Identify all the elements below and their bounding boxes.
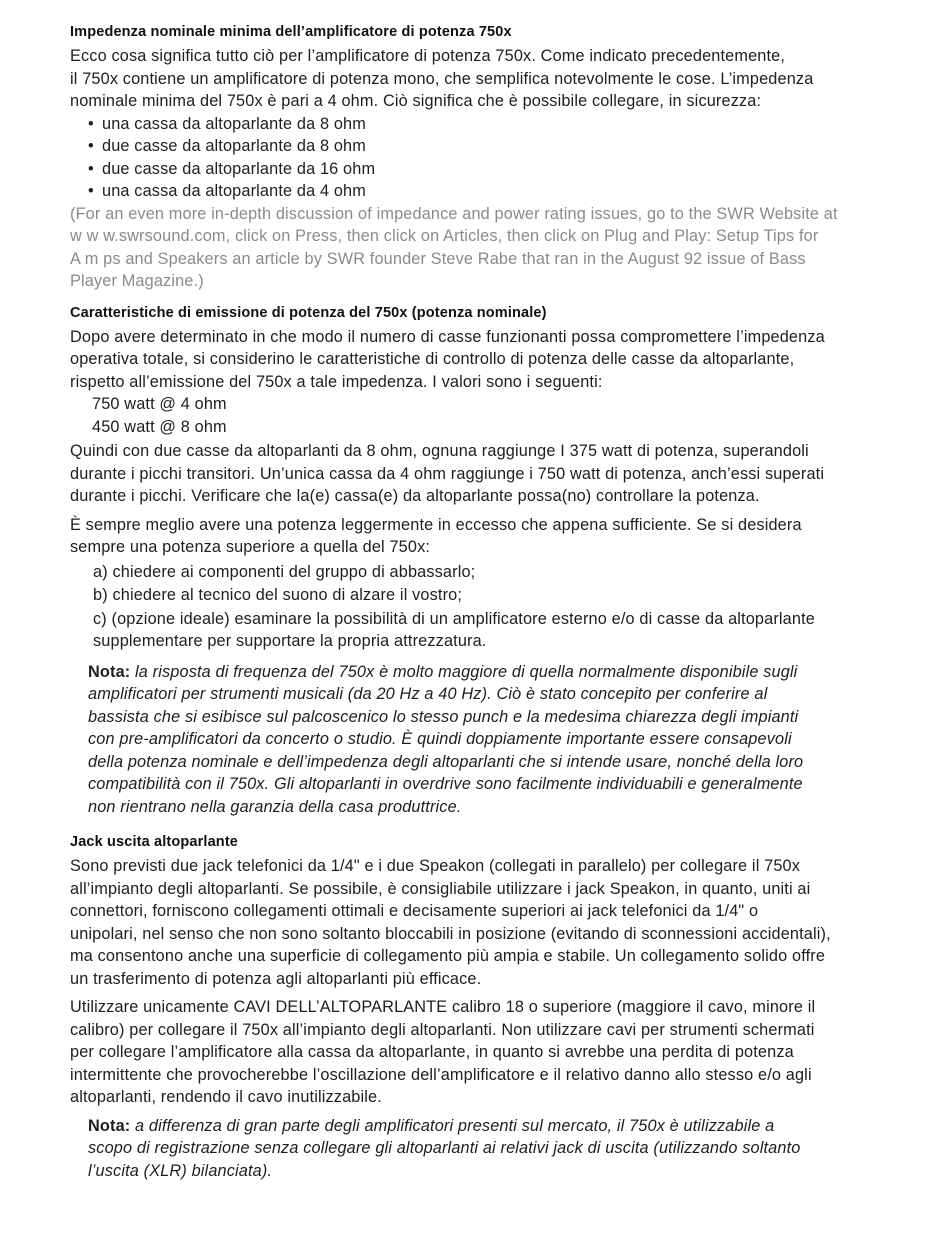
text-line: ma consentono anche una superficie di collegamento più ampia e stabile. Un collegamento solido offre — [70, 947, 826, 965]
text-line: Quindi con due casse da altoparlanti da 8 ohm, ognuna raggiunge I 375 watt di potenza, superandoli — [70, 442, 809, 460]
paragraph — [70, 996, 910, 1109]
section-heading-impedance: Impedenza nominale minima dell’amplificatore di potenza 750x — [70, 24, 512, 40]
text-line: w w w.swrsound.com, click on Press, then click on Articles, then click on Plug and Play: Setup Tips for — [70, 227, 819, 245]
text-line: con pre-amplificatori da concerto o studio. È quindi doppiamente importante essere consapevoli — [88, 730, 792, 748]
paragraph — [70, 440, 910, 508]
text-line: connettori, forniscono collegamenti ottimali e decisamente superiori ai jack telefonici da 1/4" o — [70, 902, 759, 920]
text-line: c) (opzione ideale) esaminare la possibilità di un amplificatore esterno e/o di casse da altoparlante — [93, 609, 815, 628]
bullet-list — [70, 113, 910, 203]
power-value: 450 watt @ 8 ohm — [92, 417, 227, 436]
text-line: unipolari, nel senso che non sono soltanto bloccabili in posizione (evitando di sconnessioni accidentali), — [70, 924, 831, 943]
text-line: Ecco cosa significa tutto ciò per l’amplificatore di potenza 750x. Come indicato precedentemente, — [70, 47, 786, 65]
text-line: sempre una potenza superiore a quella del 750x: — [70, 538, 431, 556]
text-line: non rientrano nella garanzia della casa produttrice. — [88, 797, 462, 816]
text-line: a differenza di gran parte degli amplificatori presenti sul mercato, il 750x è utilizzabile a — [130, 1116, 775, 1135]
text-line: la risposta di frequenza del 750x è molto maggiore di quella normalmente disponibile sugli — [130, 662, 798, 681]
text-line: È sempre meglio avere una potenza leggermente in eccesso che appena sufficiente. Se si desidera — [70, 515, 802, 534]
option-list — [70, 561, 910, 653]
text-line: amplificatori per strumenti musicali (da 20 Hz a 40 Hz). Ciò è stato concepito per conferire al — [88, 685, 768, 703]
note-box — [88, 1115, 910, 1183]
text-line: Player Magazine.) — [70, 272, 204, 290]
text-line: bassista che si esibisce sul palcoscenico lo stesso punch e la medesima chiarezza degli impianti — [88, 707, 799, 726]
text-line: rispetto all’emissione del 750x a tale impedenza. I valori sono i seguenti: — [70, 372, 603, 391]
list-item: • una cassa da altoparlante da 4 ohm — [88, 180, 910, 203]
reference-note — [70, 203, 910, 293]
text-line: il 750x contiene un amplificatore di potenza mono, che semplifica notevolmente le cose. L’impedenza — [70, 69, 814, 88]
text-line: (For an even more in-depth discussion of impedance and power rating issues, go to the SWR Website at — [70, 204, 838, 223]
text-line: nominale minima del 750x è pari a 4 ohm. Ciò significa che è possibile collegare, in sicurezza: — [70, 92, 762, 110]
text-line: Dopo avere determinato in che modo il numero di casse funzionanti possa compromettere l’impedenza — [70, 327, 825, 346]
text-line: A m ps and Speakers an article by SWR founder Steve Rabe that ran in the August 92 issue of Bass — [70, 249, 806, 268]
text-line: altoparlanti, rendendo il cavo inutilizzabile. — [70, 1088, 382, 1106]
text-line: compatibilità con il 750x. Gli altoparlanti in overdrive sono facilmente individuabili e generalmente — [88, 775, 803, 793]
text-line: supplementare per supportare la propria attrezzatura. — [93, 632, 487, 650]
text-line: un trasferimento di potenza agli altoparlanti più efficace. — [70, 969, 482, 988]
text-line: l’uscita (XLR) bilanciata). — [88, 1161, 273, 1180]
section-heading-power-output: Caratteristiche di emissione di potenza del 750x (potenza nominale) — [70, 304, 547, 321]
text-line: intermittente che provocherebbe l’oscillazione dell’amplificatore e il relativo danno allo stesso e/o agli — [70, 1065, 812, 1084]
text-line: della potenza nominale e dell’impedenza degli altoparlanti che si intende usare, nonché della loro — [88, 752, 804, 771]
text-line: all’impianto degli altoparlanti. Se possibile, è consigliabile utilizzare i jack Speakon, in quanto, uniti ai — [70, 879, 811, 898]
note-label: Nota: — [88, 662, 131, 681]
list-item: • una cassa da altoparlante da 8 ohm — [88, 113, 910, 136]
section-heading-speaker-jack: Jack uscita altoparlante — [70, 834, 239, 850]
note-box — [88, 661, 910, 819]
note-label: Nota: — [88, 1116, 131, 1135]
list-item: • due casse da altoparlante da 16 ohm — [88, 158, 910, 181]
list-item: b) chiedere al tecnico del suono di alzare il vostro; — [93, 586, 463, 604]
paragraph — [70, 855, 910, 990]
text-line: Utilizzare unicamente CAVI DELL’ALTOPARLANTE calibro 18 o superiore (maggiore il cavo, minore il — [70, 998, 816, 1016]
text-line: Sono previsti due jack telefonici da 1/4" e i due Speakon (collegati in parallelo) per collegare il 750x — [70, 857, 801, 875]
power-value: 750 watt @ 4 ohm — [92, 395, 227, 413]
list-item: • due casse da altoparlante da 8 ohm — [88, 135, 910, 158]
text-line: per collegare l’amplificatore alla cassa da altoparlante, in quanto si avrebbe una perdita di potenza — [70, 1043, 794, 1061]
power-values — [70, 393, 910, 438]
text-line: calibro) per collegare il 750x all’impianto degli altoparlanti. Non utilizzare cavi per strumenti schermati — [70, 1020, 815, 1039]
paragraph — [70, 45, 910, 113]
text-line: durante i picchi transitori. Un’unica cassa da 4 ohm raggiunge i 750 watt di potenza, anch’essi superati — [70, 464, 825, 483]
text-line: durante i picchi. Verificare che la(e) cassa(e) da altoparlante possa(no) controllare la potenza. — [70, 487, 760, 505]
paragraph — [70, 514, 910, 559]
text-line: operativa totale, si considerino le caratteristiche di controllo di potenza delle casse da altoparlante, — [70, 350, 795, 368]
paragraph — [70, 326, 910, 394]
text-line: scopo di registrazione senza collegare gli altoparlanti ai relativi jack di uscita (utilizzando soltanto — [88, 1139, 801, 1157]
list-item: a) chiedere ai componenti del gruppo di abbassarlo; — [93, 562, 476, 581]
list-item — [93, 608, 910, 653]
